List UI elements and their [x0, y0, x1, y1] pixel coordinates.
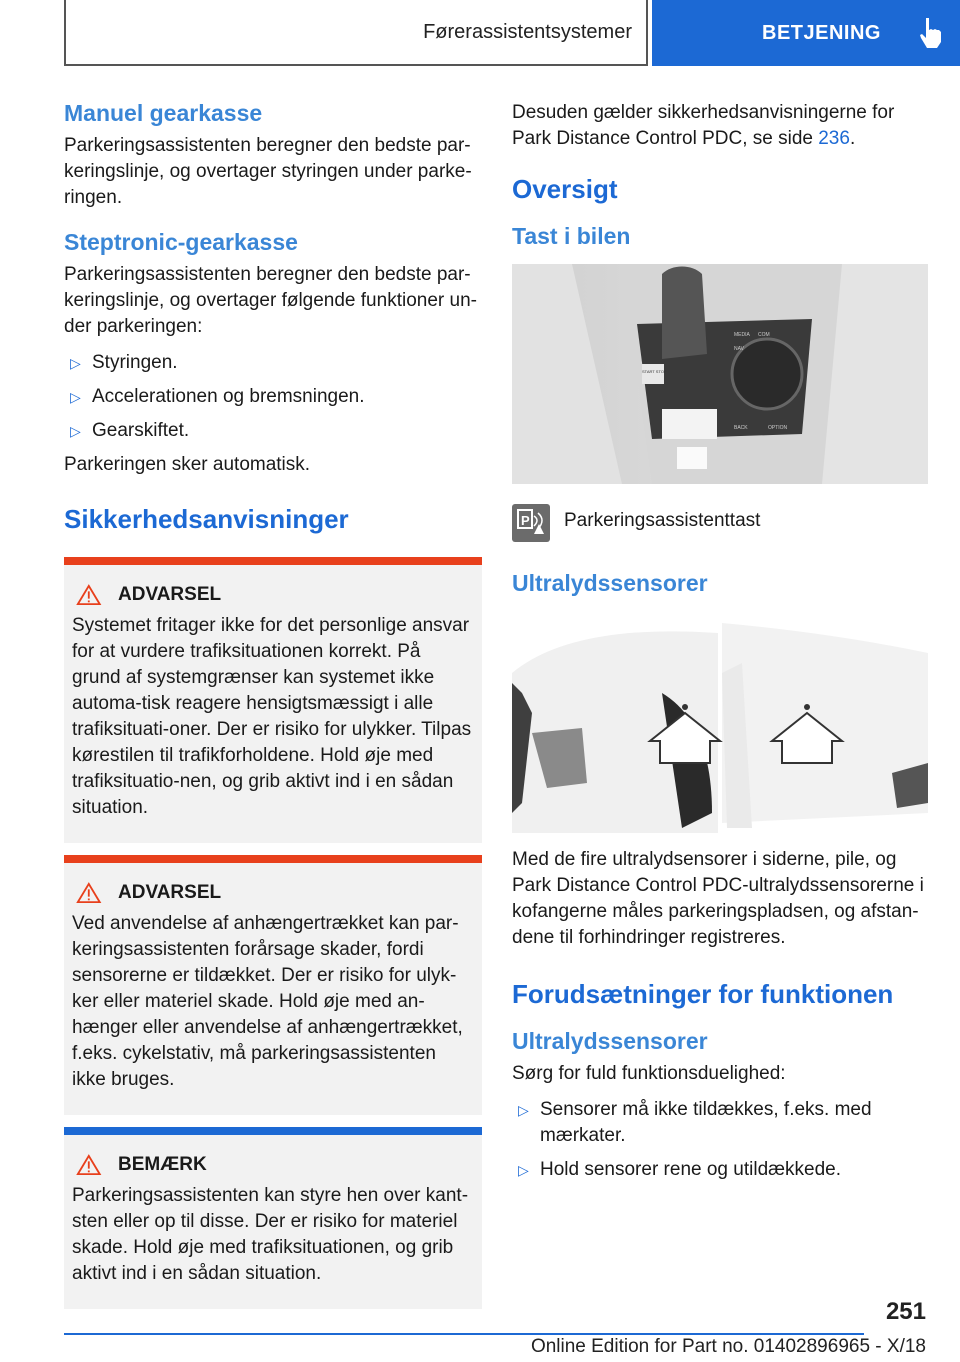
right-column	[512, 100, 928, 1191]
left-column	[64, 100, 482, 1321]
auto-parking-text: Parkeringen sker automatisk.	[64, 454, 311, 475]
gear-console-illustration	[512, 264, 928, 484]
requirements-heading: Forudsætninger for funktionen	[512, 979, 894, 1009]
overview-heading: Oversigt	[512, 174, 618, 204]
list-item: ▷ Sensorer må ikke tildækkes, f.eks. med mærkater.	[512, 1097, 928, 1149]
header-section	[64, 0, 648, 66]
warning-title: ADVARSEL	[118, 584, 222, 605]
edition-text: Online Edition for Part no. 01402896965 - X/18	[530, 1336, 926, 1357]
header-chapter	[652, 0, 960, 66]
note-title: BEMÆRK	[118, 1154, 207, 1175]
ultrasonic-sensor-illustration	[512, 613, 928, 833]
option-label: OPTION	[768, 425, 788, 431]
warning-icon	[72, 583, 118, 607]
bullet-triangle-icon: ▷	[70, 423, 81, 439]
warning-text: Ved anvendelse af anhængertrækket kan par-keringsassistenten forårsage skader, fordi sensorerne er tildækket. Der er risiko for ulyk-ker eller materiel skade. Hold øje med an-hænger eller anvendelse af anhængertrækket, f.eks. cykelstativ, må parkeringsassistenten ikke bruges.	[72, 913, 463, 1090]
page-number: 251	[885, 1298, 926, 1325]
list-item: ▷ Hold sensorer rene og utildækkede.	[512, 1157, 928, 1183]
nav-label: NAV	[734, 346, 744, 352]
ultrasonic-text: Med de fire ultralydsensorer i siderne, pile, og Park Distance Control PDC-ultralydssensorerne i kofangerne måles parkeringspladsen, og afstan-dene til forhindringer registreres.	[512, 849, 924, 948]
note-box	[64, 1127, 482, 1309]
parking-assistant-button-icon	[512, 504, 550, 542]
list-item: ▷ Styringen.	[64, 350, 482, 376]
manual-gearbox-text: Parkeringsassistenten beregner den bedste par-keringslinje, og overtager styringen under parke-ringen.	[64, 135, 472, 208]
sensor-image	[512, 613, 928, 833]
start-stop-label: START STOP	[642, 369, 667, 374]
com-label: COM	[758, 332, 770, 338]
button-caption: Parkeringsassistenttast	[564, 510, 761, 531]
bullet-triangle-icon: ▷	[70, 389, 81, 405]
hand-pointer-icon	[917, 16, 943, 50]
manual-gearbox-heading: Manuel gearkasse	[64, 100, 263, 126]
list-item: ▷ Gearskiftet.	[64, 418, 482, 444]
warning-box	[64, 855, 482, 1115]
bullet-triangle-icon: ▷	[518, 1102, 529, 1118]
ultrasonic-subheading: Ultralydssensorer	[512, 1028, 708, 1054]
bullet-triangle-icon: ▷	[70, 355, 81, 371]
console-image	[512, 264, 928, 484]
back-label: BACK	[734, 425, 748, 431]
warning-box	[64, 557, 482, 843]
warning-bar	[64, 557, 482, 565]
chapter-title: BETJENING	[762, 21, 881, 44]
note-bar	[64, 1127, 482, 1135]
warning-bar	[64, 855, 482, 863]
warning-icon	[72, 881, 118, 905]
section-title: Førerassistentsystemer	[423, 20, 632, 43]
steptronic-text: Parkeringsassistenten beregner den bedste par-keringslinje, og overtager følgende funktioner un-der parkeringen:	[64, 264, 477, 337]
media-label: MEDIA	[734, 332, 750, 338]
warning-text: Systemet fritager ikke for det personlige ansvar for at vurdere trafiksituationen korrekt. På grund af systemgrænser kan systemet ikke automa-tisk reagere hensigtsmæssigt i alle trafiksituati-oner. Der er risiko for ulykker. Tilpas kørestilen til trafikforholdene. Hold øje med trafiksituatio-nen, og grib aktivt ind i en sådan situation.	[72, 615, 472, 818]
warning-icon	[72, 1153, 118, 1177]
ultrasonic-subtext: Sørg for fuld funktionsduelighed:	[512, 1063, 786, 1084]
ultrasonic-heading: Ultralydssensorer	[512, 570, 708, 596]
button-heading: Tast i bilen	[512, 223, 631, 249]
safety-heading: Sikkerhedsanvisninger	[64, 504, 349, 534]
bullet-triangle-icon: ▷	[518, 1162, 529, 1178]
footer-divider	[64, 1333, 864, 1335]
steptronic-heading: Steptronic-gearkasse	[64, 229, 298, 255]
note-text: Parkeringsassistenten kan styre hen over kant-sten eller op til disse. Der er risiko for materiel skade. Hold øje med trafiksituationen, og grib aktivt ind i en sådan situation.	[72, 1185, 469, 1284]
button-legend	[512, 504, 928, 542]
intro-text: Desuden gælder sikkerhedsanvisningerne for Park Distance Control PDC, se side 236.	[512, 102, 895, 149]
svg-text:P: P	[521, 513, 530, 528]
list-item: ▷ Accelerationen og bremsningen.	[64, 384, 482, 410]
warning-title: ADVARSEL	[118, 882, 222, 903]
page-link[interactable]: 236	[818, 128, 850, 149]
